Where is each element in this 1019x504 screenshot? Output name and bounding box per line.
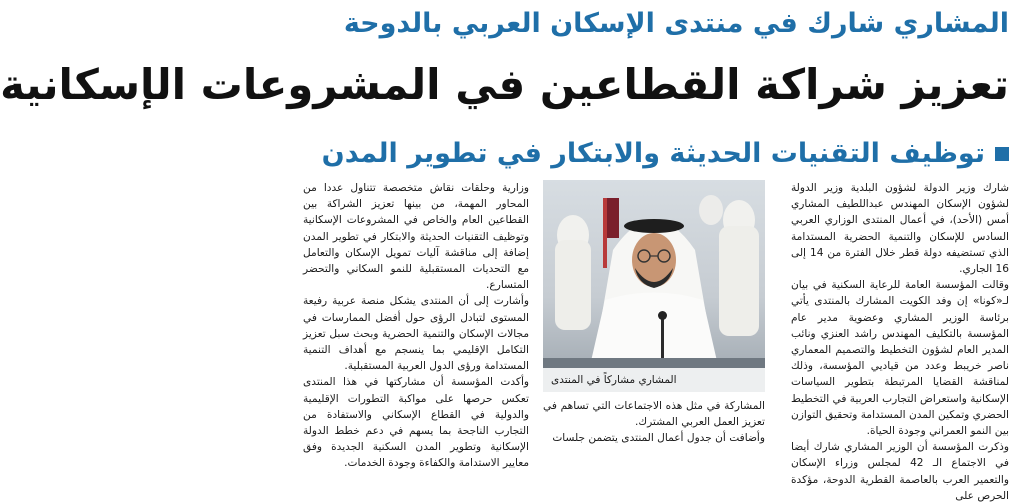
paragraph: المشاركة في مثل هذه الاجتماعات التي تساهم في تعزيز العمل العربي المشترك. — [543, 400, 765, 429]
paragraph: وأكدت المؤسسة أن مشاركتها في هذا المنتدى تعكس حرصها على مواكبة التطورات الإقليمية والدولية في القطاع الإسكاني والاستفادة من التجارب الناجحة بما يسهم في دعم خطط الدولة الإسكانية وتطوير المدن السكنية الجديدة وفق معايير الاستدامة والكفاءة وجودة الخدمات. — [303, 376, 529, 470]
paragraph: وزارية وحلقات نقاش متخصصة تتناول عددا من المحاور المهمة، من بينها تعزيز الشراكة بين القطاعين العام والخاص في المشروعات الإسكانية وتوظيف التقنيات الحديثة والابتكار في تطوير المدن إضافة إلى مناقشة آليات تمويل الإسكان والتعامل مع التحديات المستقبلية للنمو السكاني والتحضر المتسارع. — [303, 182, 529, 292]
photo-caption: المشاري مشاركاً في المنتدى — [551, 374, 677, 386]
article-subhead: توظيف التقنيات الحديثة والابتكار في تطوير المدن — [321, 138, 985, 169]
subhead-row — [303, 133, 1009, 175]
article-headline: تعزيز شراكة القطاعين في المشروعات الإسكانية — [0, 60, 1009, 109]
paragraph: وأضافت أن جدول أعمال المنتدى يتضمن جلسات — [552, 432, 765, 445]
paragraph: وذكرت المؤسسة أن الوزير المشاري شارك أيضا في الاجتماع الـ 42 لمجلس وزراء الإسكان والتعمير العرب بالعاصمة القطرية الدوحة، مؤكدة الحرص على — [791, 441, 1009, 502]
article-kicker: المشاري شارك في منتدى الإسكان العربي بالدوحة — [343, 8, 1009, 39]
paragraph: وقالت المؤسسة العامة للرعاية السكنية في بيان لـ«كونا» إن وفد الكويت المشارك بالمنتدى يأتي برئاسة الوزير المشاري وعضوية مدير عام المؤسسة بالتكليف المهندس راشد العنزي ونائب المدير العام لشؤون التخطيط والتصميم المعماري ناصر خريبط وعدد من قياديي المؤسسة، وذلك لمناقشة القضايا المرتبطة بتطوير السياسات الإسكانية واستعراض التجارب العربية في التخطيط الحضري وتمكين المدن المستدامة وتحقيق التوازن بين النمو العمراني وجودة الحياة. — [791, 279, 1009, 438]
paragraph: وأشارت إلى أن المنتدى يشكل منصة عربية رفيعة المستوى لتبادل الرؤى حول أفضل الممارسات في مجالات الإسكان والتنمية الحضرية وبحث سبل تعزيز التكامل الإقليمي بما ينسجم مع أهداف التنمية المستدامة ورؤى الدول العربية المستقبلية. — [303, 295, 529, 373]
microphone-stand — [661, 318, 664, 358]
square-bullet-icon — [995, 147, 1009, 161]
microphone-icon — [658, 311, 667, 320]
text-column-right — [791, 180, 1009, 502]
text-column-left — [303, 180, 529, 486]
photo-caption-band — [543, 368, 765, 392]
text-column-middle — [543, 398, 765, 486]
paragraph: شارك وزير الدولة لشؤون البلدية وزير الدولة لشؤون الإسكان المهندس عبداللطيف المشاري أمس (الأحد)، في أعمال المنتدى الوزاري العربي السادس للإسكان والتنمية الحضرية المستدامة الذي تستضيفه دولة قطر خلال الفترة من 14 إلى 16 الجاري. — [791, 182, 1009, 276]
article-photo — [543, 180, 765, 392]
